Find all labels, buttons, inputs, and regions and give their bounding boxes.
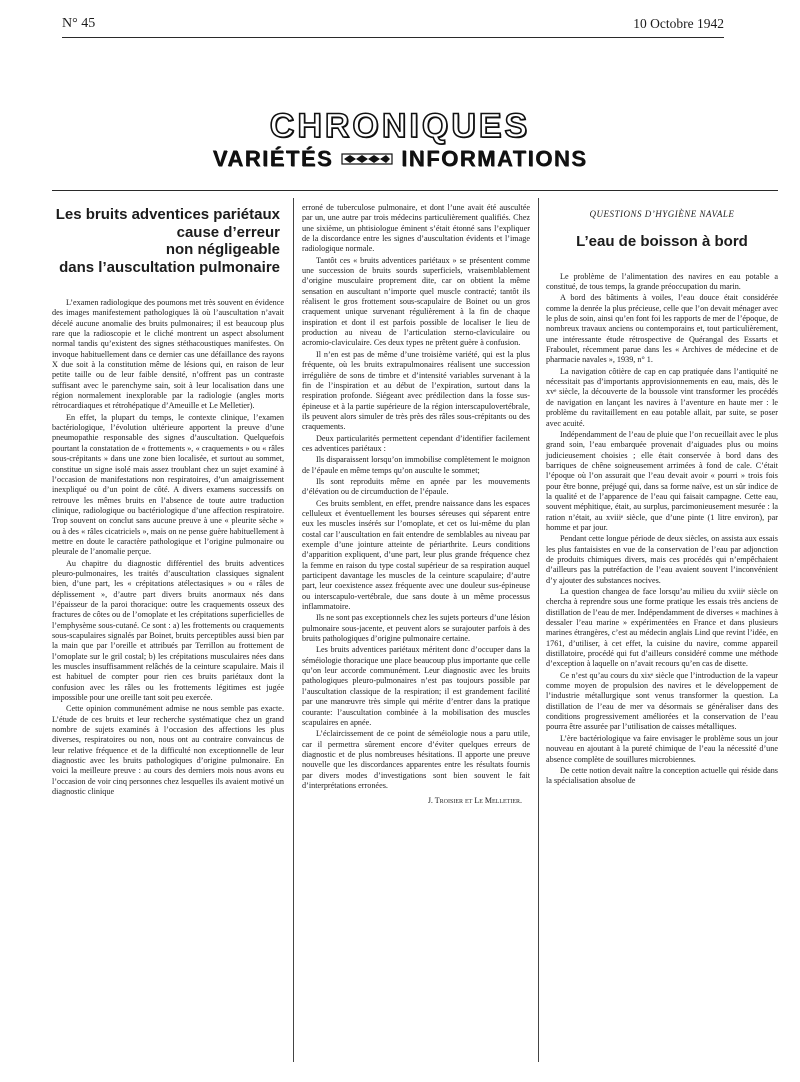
paragraph: De cette notion devait naître la conception actuelle qui réside dans la spécialisation absolue de bbox=[546, 765, 778, 786]
paragraph: Il n’en est pas de même d’une troisième variété, qui est la plus fréquente, où les bruits extrapulmonaires réalisent une succession irrégulière de sons de timbre et d’intensité variables survenant à la fin de l’inspiration et au début de l’expiration, surtout dans la respiration profonde. Siégeant avec prédilection dans la fosse sus-épineuse et à la partie supérieure de la région interscapulovertébrale, ils peuvent alors simuler de très près des râles sous-crépitants ou des craquements. bbox=[302, 349, 530, 432]
masthead-title: CHRONIQUES bbox=[269, 107, 531, 145]
masthead-subtitle-right: INFORMATIONS bbox=[401, 146, 588, 171]
header-rule bbox=[62, 37, 724, 38]
paragraph: La navigation côtière de cap en cap pratiquée dans l’antiquité ne nécessitait pas d’importants approvisionnements en eau, mais, dès le xvᵉ siècle, la découverte de la boussole vint transformer les procédés de navigation en lançant les navires à l’aventure en haute mer : le problème du ravitaillement en eau potable allait, par suite, se poser avec acuité. bbox=[546, 366, 778, 428]
column-divider-left bbox=[293, 198, 294, 1062]
paragraph: Au chapitre du diagnostic différentiel des bruits adventices pleuro-pulmonaires, les traités d’auscultation classiques signalent bien, d’une part, les « crépitations atélectasiques » ou « râles de déplissement », d’autre part divers bruits anormaux nés dans l’épaisseur de la paroi thoracique: outre les craquements osseux des fractures de côtes ou de l’omoplate et les crépitations superficielles de l’emphysème sous-cutané. Ce sont : a) les frottements ou craquements sous-scapulaires signalés par Boinet, bruits perceptibles aussi bien par la main que par l’oreille et attribués par Terrillon au frottement de l’omoplate sur le gril costal; b) les crépitations musculaires nées dans les muscles insuffisamment relâchés de la ceinture scapulaire. Mais il est habituel de compter pour rien ces bruits pariétaux dont la confusion avec les râles ou les frottements légitimes est jugée impossible pour une oreille tant soit peu exercée. bbox=[52, 558, 284, 703]
paragraph: Ces bruits semblent, en effet, prendre naissance dans les espaces celluleux et éventuellement les bourses séreuses qui séparent entre eux les muscles insérés sur l’omoplate, et cet os lui-même du plan costal car l’auscultation en fait entendre de semblables au niveau par exemple d’une jointure atteinte de périarthrite. Leurs conditions d’apparition expliquent, d’une part, leur plus grande fréquence chez la femme en raison du type costal supérieur de sa respiration auquel participent davantage les muscles de la ceinture scapulaire; d’autre part, leur coexistence assez fréquente avec une douleur sus-épineuse ou interscapulo-vertébrale, due sans doute à un même processus inflammatoire. bbox=[302, 498, 530, 612]
middle-column bbox=[302, 203, 530, 807]
paragraph: L’examen radiologique des poumons met très souvent en évidence des images manifestement pathologiques là où l’auscultation n’avait décelé aucune anomalie des bruits pulmonaires; il est beaucoup plus rare que la radioscopie et le cliché montrent un aspect absolument normal tandis qu’existent des signes stéthacoustiques manifestes. On invoque habituellement dans ce dernier cas une défaillance des rayons X due soit à la constitution même de lésions qui, en raison de leur petite taille ou de leur faible densité, n’offrent pas un contraste suffisant avec le parenchyme sain, soit à leur localisation dans une région normalement inexplorable par la radiologie (angles morts rétrocardiaques et rétrohépatique d’Ameuille et Le Melletier). bbox=[52, 298, 284, 411]
paragraph: La question changea de face lorsqu’au milieu du xviiiᵉ siècle on chercha à reprendre sous une forme pratique les essais très anciens de distillation de l’eau de mer. Indépendamment de diverses « machines à dessaler l’eau marine » expérimentées en France et dans plusieurs marines étrangères, c’est au médecin anglais Lind que revint l’idée, en 1761, d’utiliser, à cet effet, la cuisine du navire, comme appareil distillatoire, procédé qui fut d’ailleurs considéré comme une méthode d’exception à laquelle on n’avait recours qu’en cas de disette. bbox=[546, 587, 778, 669]
paragraph: En effet, la plupart du temps, le contexte clinique, l’examen bactériologique, l’évolution ultérieure apportent la preuve d’une pneumopathie responsable des signes d’auscultation. Quelquefois pourtant la constatation de « frottements », « craquements » ou « râles sous-crépitants » dans une zone bien localisée, et surtout au sommet, constitue un signe isolé mais assez troublant chez un sujet examiné à l’occasion de manifestations non respiratoires, d’un amaigrissement inexpliqué ou d’un point de côté. A divers examens successifs on retrouve les mêmes bruits en l’absence de toute autre traduction clinique, radiologique ou bactériologique d’une affection respiratoire. Trop souvent on conclut sans aucune preuve à une « pleurite sèche » ou à des « râles cicatriciels », mais on ne pense guère habituellement à mettre en doute le caractère pathologique et l’origine pulmonaire ou pleurale de l’anomalie perçue. bbox=[52, 412, 284, 557]
issue-number: N° 45 bbox=[62, 16, 96, 31]
paragraph: Deux particularités permettent cependant d’identifier facilement ces adventices pariétaux : bbox=[302, 433, 530, 453]
masthead-subtitle-left: VARIÉTÉS bbox=[212, 146, 334, 171]
ornament-icon bbox=[341, 152, 393, 166]
paragraph: Le problème de l’alimentation des navires en eau potable a constitué, de tous temps, la grande préoccupation du marin. bbox=[546, 271, 778, 292]
paragraph: A bord des bâtiments à voiles, l’eau douce était considérée comme la denrée la plus précieuse, celle que l’on devait ménager avec le plus de soin, ainsi qu’en font foi les rapports de mer de l’époque, de nombreux travaux anciens ou contemporains et, tout particulièrement, une intéressante étude rétrospective de Quérangal des Essarts et Fraboulet, récemment parue dans les « Archives de médecine et de pharmacie navales », 1939, n° 1. bbox=[546, 293, 778, 365]
masthead-subtitle bbox=[160, 146, 640, 172]
paragraph: Ce n’est qu’au cours du xixᵉ siècle que l’introduction de la vapeur comme moyen de propulsion des navires et le développement de l’industrie métallurgique sont venus transformer la question. La distillation de l’eau de mer va désormais se généraliser dans des conditions progressivement améliorées et la conservation de l’eau pourra être assurée par l’utilisation de caisses métalliques. bbox=[546, 670, 778, 732]
paragraph: L’éclaircissement de ce point de séméiologie nous a paru utile, car il permettra sûrement encore d’éviter quelques erreurs de diagnostic et de plus nombreuses hésitations. Il apporte une preuve nouvelle que les discordances apparentes entre les résultats fournis par divers modes d’investigations sont bien souvent le fait d’interprétations erronées. bbox=[302, 729, 530, 790]
left-article bbox=[52, 200, 284, 799]
issue-date: 10 Octobre 1942 bbox=[633, 16, 724, 31]
section-label: QUESTIONS D’HYGIÈNE NAVALE bbox=[589, 209, 735, 219]
masthead-rule bbox=[52, 190, 778, 191]
paragraph: L’ère bactériologique va faire envisager le problème sous un jour nouveau en ajoutant à la pureté chimique de l’eau la nécessité d’une absence complète de souillures microbiennes. bbox=[546, 733, 778, 764]
page-header bbox=[62, 16, 724, 36]
title-line: non négligeable bbox=[165, 241, 280, 258]
right-article-title: L’eau de boisson à bord bbox=[576, 233, 748, 251]
paragraph: Les bruits adventices pariétaux méritent donc d’occuper dans la séméiologie thoracique une place beaucoup plus importante que celle qu’on leur accorde communément. Leur diagnostic avec les bruits pathologiques pleuro-pulmonaires n’est pas toujours possible par l’auscultation classique de la respiration; il est grandement facilité par une manœuvre très simple qui mérite d’entrer dans la pratique courante: l’auscultation combinée à la mobilisation des muscles scapulaires en apnée. bbox=[302, 645, 530, 727]
paragraph: Ils disparaissent lorsqu’on immobilise complètement le moignon de l’épaule en même temps qu’on ausculte le sommet; bbox=[302, 455, 530, 475]
paragraph: Indépendamment de l’eau de pluie que l’on recueillait avec le plus grand soin, l’eau embarquée provenait d’aiguades plus ou moins judicieusement choisies ; elle était conservée à bord dans des barriques de chêne soigneusement arrimées à fond de cale. C’était l’époque où l’on assurait que l’eau devait avoir « pourri » trois fois pour être bonne, préjugé qui, dans sa forme naïve, est un sûr indice de la qualité et de l’apparence de l’eau qui faisait campagne. Cette eau, souvent méphitique, était, au surplus, parcimonieusement mesurée : la ration n’était, au xviiiᵉ siècle, que d’une pinte (1 litre environ), par homme et par jour. bbox=[546, 429, 778, 532]
title-line: Les bruits adventices pariétaux bbox=[55, 206, 280, 223]
paragraph: Ils sont reproduits même en apnée par les mouvements d’élévation ou de circumduction de l’épaule. bbox=[302, 476, 530, 497]
paragraph: Cette opinion communément admise ne nous semble pas exacte. L’étude de ces bruits et leur recherche systématique chez un grand nombre de sujets examinés à l’occasion des affections les plus diverses, respiratoires ou non, nous ont au contraire convaincus de leur relative fréquence et de la difficulté non exceptionnelle de leur diagnostic avec les bruits pathologiques d’origine pulmonaire. En voici la meilleure preuve : au cours des derniers mois nous avons eu l’occasion de voir cinq personnes chez lesquelles ils avaient motivé un diagnostic clinique bbox=[52, 704, 284, 797]
paragraph: Ils ne sont pas exceptionnels chez les sujets porteurs d’une lésion pulmonaire sous-jacente, et peuvent alors se surajouter parfois à des bruits pathologiques d’origine pulmonaire certaine. bbox=[302, 613, 530, 644]
title-line: cause d’erreur bbox=[176, 223, 280, 241]
signature: J. Troisier et Le Melletier. bbox=[427, 796, 522, 806]
left-article-title bbox=[52, 206, 280, 276]
right-article bbox=[546, 200, 778, 788]
column-divider-right bbox=[538, 198, 539, 1062]
masthead bbox=[160, 108, 640, 172]
paragraph: Tantôt ces « bruits adventices pariétaux » se présentent comme une succession de bruits sourds superficiels, vraisemblablement d’origine musculaire proprement dite, car on obtient la même sensation en auscultant n’importe quel muscle contracté; tantôt ils réalisent le gros frottement sous-scapulaire de Boinet ou un gros craquement unique survenant régulièrement à la fin de chaque inspiration et dont il est parfois possible de localiser le lieu de production au niveau de l’articulation sterno-claviculaire ou acromio-claviculaire. Ces deux types ne prêtent guère à confusion. bbox=[302, 255, 530, 348]
title-line: dans l’auscultation pulmonaire bbox=[59, 258, 280, 276]
paragraph: erroné de tuberculose pulmonaire, et dont l’une avait été auscultée par un, une autre par trois médecins particulièrement qualifiés. Chez une sixième, un phtisiologue éminent s’était étonné sans l’expliquer de la discordance entre les signes d’auscultation évidents et l’image radiologique normale. bbox=[302, 203, 530, 254]
paragraph: Pendant cette longue période de deux siècles, on assista aux essais les plus fantaisistes en vue de la conservation de l’eau par adjonction de produits chimiques divers, mais ces procédés qui n’empêchaient d’ailleurs pas la putréfaction de l’eau avaient souvent l’inconvénient d’y ajouter des substances nocives. bbox=[546, 534, 778, 585]
